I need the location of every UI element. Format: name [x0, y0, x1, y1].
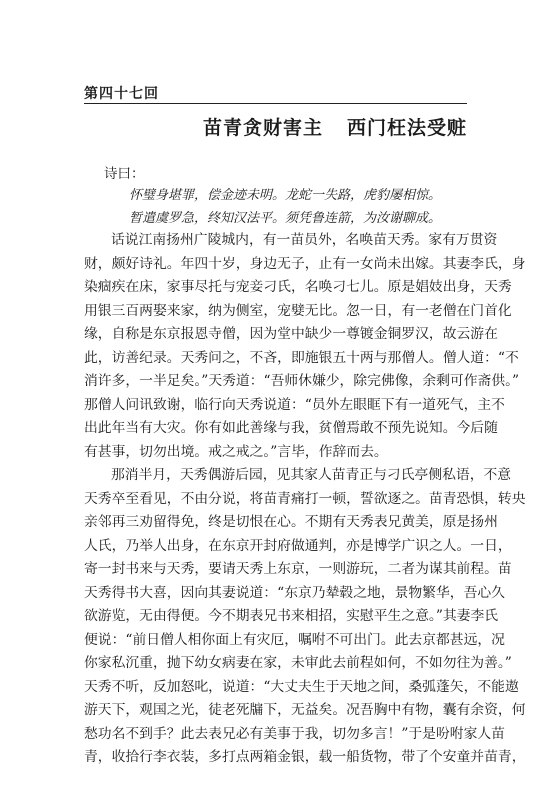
- text-line: 欲游览，无由得便。今不期表兄书来相招，实慰平生之意。”其妻李氏: [84, 608, 499, 624]
- text-line: 天秀得书大喜，因向其妻说道：“东京乃辇毂之地，景物繁华，吾心久: [84, 584, 505, 601]
- text-line: 出此年当有大灾。你有如此善缘与我，贫僧焉敢不预先说知。今后随: [84, 420, 498, 436]
- chapter-number: 第四十七回: [84, 86, 159, 102]
- text-line: 你家私沉重，抛下幼女病妻在家，未审此去前程如何，不如勿往为善。”: [84, 655, 512, 671]
- poem-line: 暂遣虞罗急，终知汉法平。须凭鲁连箭，为汝谢聊成。: [129, 211, 442, 226]
- poem-line: 怀璧身堪罪，偿金迹未明。龙蛇一失路，虎豹屡相惊。: [129, 188, 442, 203]
- text-line: 亲邻再三劝留得免，终是切恨在心。不期有天秀表兄黄美，原是扬州: [84, 514, 498, 530]
- text-line: 消许多，一半足矣。”天秀道：“吾师休嫌少，除完佛像，余剩可作斋供。”: [84, 373, 520, 389]
- text-line: 此，访善纪录。天秀问之，不吝，即施银五十两与那僧人。僧人道：“不: [84, 349, 519, 366]
- chapter-title: [203, 113, 467, 140]
- text-line: 人氏，乃举人出身，在东京开封府做通判，亦是博学广识之人。一日，: [84, 537, 512, 554]
- poem-intro: 诗曰：: [104, 166, 145, 182]
- header-rule: [84, 103, 467, 104]
- text-line: 青，收拾行李衣装，多打点两箱金银，载一船货物，带了个安童并苗青，: [84, 749, 526, 765]
- text-line: 那僧人问讯致谢，临行向天秀说道：“员外左眼眶下有一道死气，主不: [84, 396, 505, 413]
- text-line: 愁功名不到手？此去表兄必有美事于我，切勿多言！”于是吩咐家人苗: [84, 725, 505, 742]
- chapter-title-right: 西门枉法受赃: [346, 117, 467, 139]
- text-line: 天秀不听，反加怒叱，说道：“大丈夫生于天地之间，桑弧蓬矢，不能遨: [84, 678, 519, 695]
- text-line: 话说江南扬州广陵城内，有一苗员外，名唤苗天秀。家有万贯资: [111, 232, 498, 248]
- text-line: 便说：“前日僧人相你面上有灾厄，嘱咐不可出门。此去京都甚远，况: [84, 631, 505, 648]
- text-line: 天秀卒至看见，不由分说，将苗青痛打一顿，誓欲逐之。苗青恐惧，转央: [84, 490, 526, 507]
- body-text: [84, 229, 526, 770]
- text-line: 用银三百两娶来家，纳为侧室，宠嬖无比。忽一日，有一老僧在门首化: [84, 302, 512, 319]
- chapter-title-left: 苗青贪财害主: [202, 117, 323, 139]
- text-line: 有甚事，切勿出境。戒之戒之。”言毕，作辞而去。: [84, 443, 388, 460]
- text-line: 寄一封书来与天秀，要请天秀上东京，一则游玩，二者为谋其前程。苗: [84, 561, 512, 577]
- text-line: 游天下，观国之光，徒老死牖下，无益矣。况吾胸中有物，囊有余资，何: [84, 702, 526, 718]
- text-line: 那消半月，天秀偶游后园，见其家人苗青正与刁氏亭侧私语，不意: [111, 467, 512, 483]
- text-line: 缘，自称是东京报恩寺僧，因为堂中缺少一尊镀金铜罗汉，故云游在: [84, 326, 498, 342]
- text-line: 染痼疾在床，家事尽托与宠妾刁氏，名唤刁七儿。原是娼妓出身，天秀: [84, 279, 512, 295]
- text-line: 财，颇好诗礼。年四十岁，身边无子，止有一女尚未出嫁。其妻李氏，身: [84, 255, 526, 272]
